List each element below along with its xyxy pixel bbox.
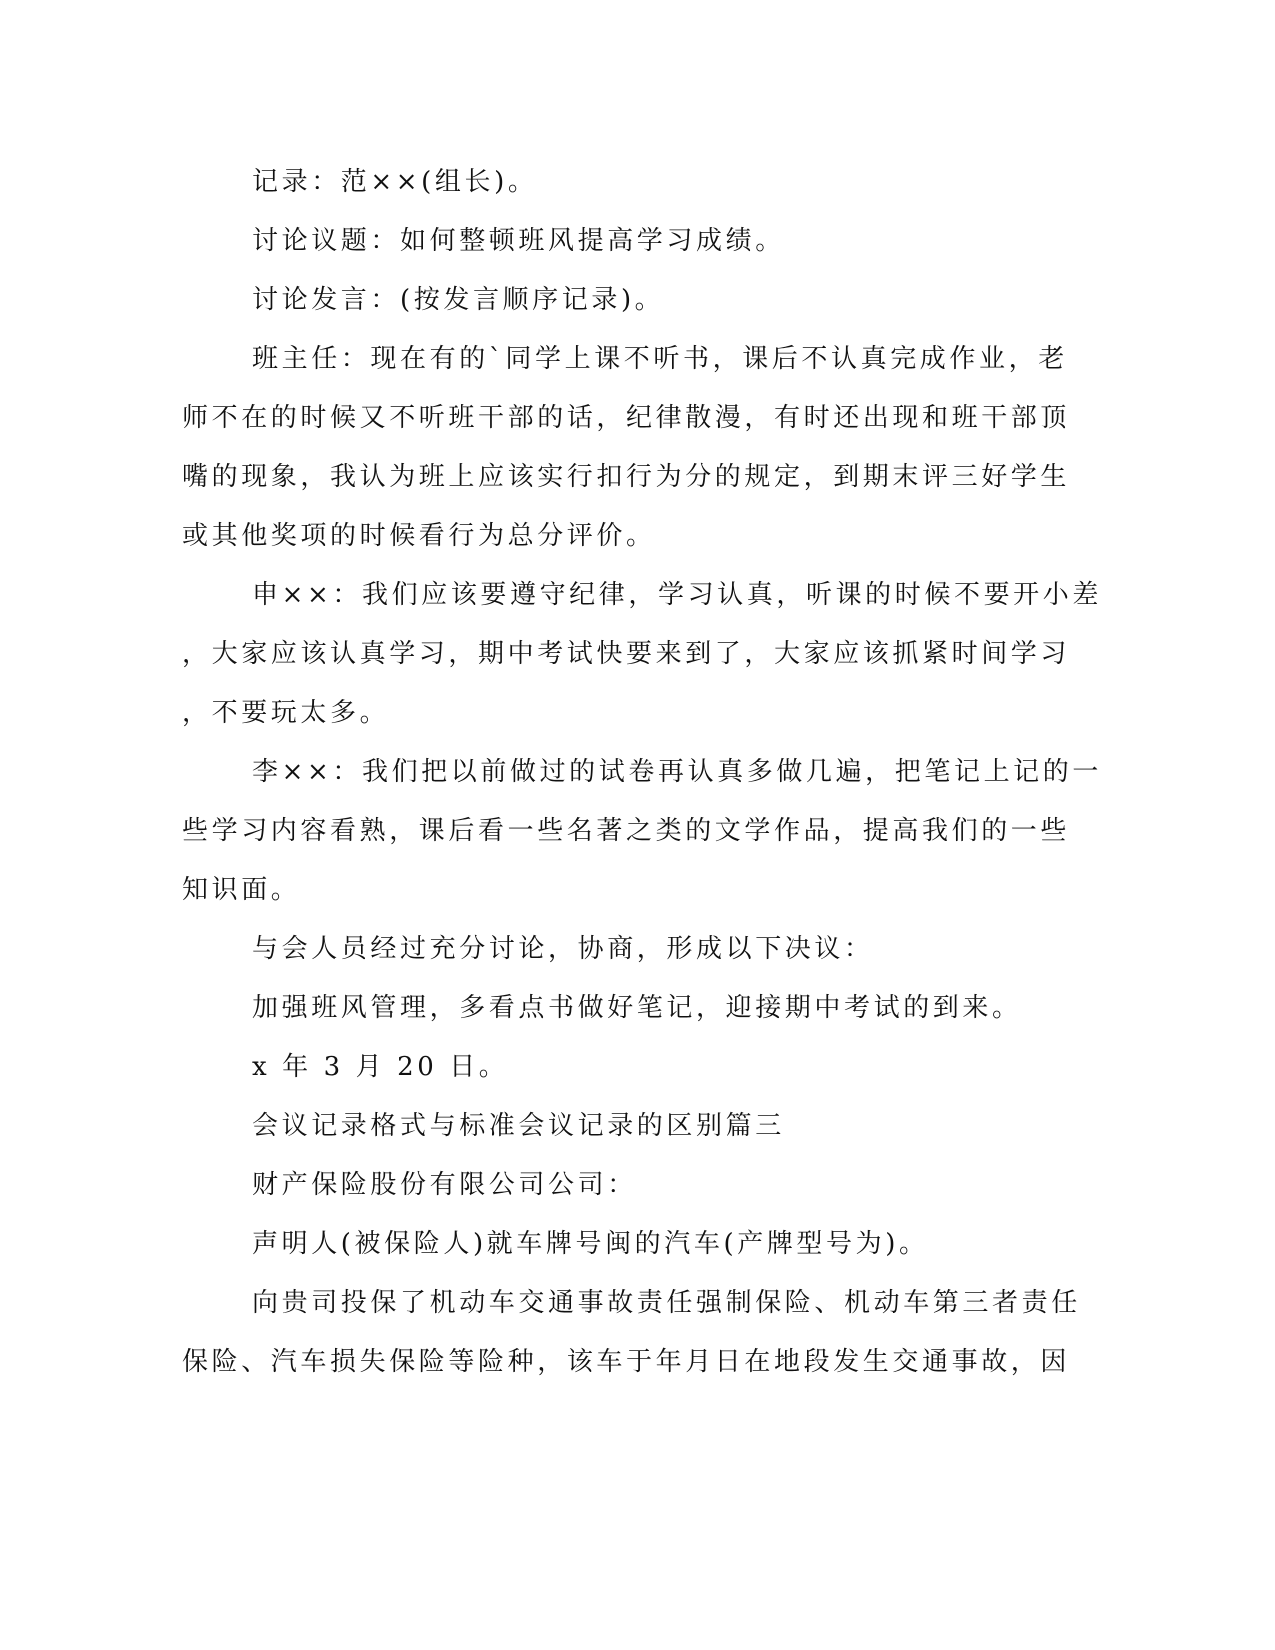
paragraph-line: 或其他奖项的时候看行为总分评价。 [182, 521, 656, 551]
paragraph-line: 些学习内容看熟，课后看一些名著之类的文学作品，提高我们的一些 [182, 816, 1071, 846]
record-line: 记录：范××(组长)。 [252, 167, 538, 197]
date-line: x 年 3 月 20 日。 [252, 1052, 509, 1082]
discussion-line: 讨论发言：(按发言顺序记录)。 [252, 285, 665, 315]
paragraph-line: 申××：我们应该要遵守纪律，学习认真，听课的时候不要开小差 [252, 580, 1102, 610]
paragraph-line: 向贵司投保了机动车交通事故责任强制保险、机动车第三者责任 [252, 1288, 1081, 1318]
declaration-line: 声明人(被保险人)就车牌号闽的汽车(产牌型号为)。 [252, 1229, 929, 1259]
resolution-line: 加强班风管理，多看点书做好笔记，迎接期中考试的到来。 [252, 993, 1022, 1023]
resolution-intro-line: 与会人员经过充分讨论，协商，形成以下决议： [252, 934, 874, 964]
paragraph-line: ，不要玩太多。 [182, 698, 390, 728]
paragraph-line: 师不在的时候又不听班干部的话，纪律散漫，有时还出现和班干部顶 [182, 403, 1071, 433]
paragraph-line: 嘴的现象，我认为班上应该实行扣行为分的规定，到期末评三好学生 [182, 462, 1071, 492]
paragraph-line: 知识面。 [182, 875, 301, 905]
paragraph-line: ，大家应该认真学习，期中考试快要来到了，大家应该抓紧时间学习 [182, 639, 1071, 669]
paragraph-line: 保险、汽车损失保险等险种，该车于年月日在地段发生交通事故，因 [182, 1347, 1071, 1377]
paragraph-line: 李××：我们把以前做过的试卷再认真多做几遍，把笔记上记的一 [252, 757, 1102, 787]
addressee-line: 财产保险股份有限公司公司： [252, 1170, 637, 1200]
section-title: 会议记录格式与标准会议记录的区别篇三 [252, 1111, 785, 1141]
paragraph-line: 班主任：现在有的`同学上课不听书，课后不认真完成作业，老 [252, 344, 1068, 374]
topic-line: 讨论议题：如何整顿班风提高学习成绩。 [252, 226, 785, 256]
